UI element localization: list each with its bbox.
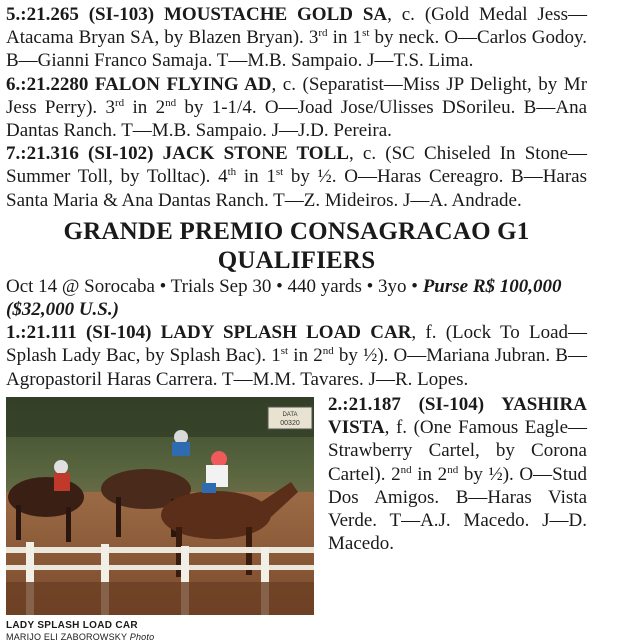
sup: nd (447, 463, 459, 476)
photo-credit-name: MARIJO ELI ZABOROWSKY (6, 632, 128, 642)
entry-finish: in 2 (124, 96, 166, 118)
result-entry-7: 7.:21.316 (SI-102) JACK STONE TOLL, c. (SC Chiseled In Stone—Summer Toll, by Tolltac). 4th in 1st by ½. O—Haras Cereagro. B—Haras Santa Maria & Ana Dantas Ranch. T—Z. Mideiros. J—A. Andrade. (6, 143, 588, 211)
entry-pedigree: (Lock To Load—Splash Lady Bac, by Splash Bac). 1 (6, 322, 588, 367)
entry-header: 1.:21.111 (SI-104) LADY SPLASH LOAD CAR (6, 322, 412, 344)
lower-section (6, 393, 587, 643)
result-entry-2: 2.:21.187 (SI-104) YASHIRA VISTA, f. (One Famous Eagle—Strawberry Cartel, by Corona Cartel). 2nd in 2nd by ½). O—Stud Dos Amigos. B—Haras Vista Verde. T—A.J. Macedo. J—D. Macedo. (328, 394, 588, 555)
entry-header: 6.:21.2280 FALON FLYING AD (6, 73, 272, 95)
result-entry-5: 5.:21.265 (SI-103) MOUSTACHE GOLD SA, c. (Gold Medal Jess—Atacama Bryan SA, by Blazen Bryan). 3rd in 1st by neck. O—Carlos Godoy. B—Gianni Franco Samaja. T—M.B. Sampaio. J—T.S. Lima. (6, 4, 588, 72)
entry-connections: by 1-1/4. O—Joad Jose/Ulisses DSorileu. B—Ana Dantas Ranch. T—M.B. Sampaio. J—J.D. Pereira. (6, 96, 587, 142)
foreground-dirt (6, 582, 314, 615)
entry-pedigree: (One Famous Eagle—Strawberry Cartel, by Corona Cartel). 2 (328, 417, 588, 485)
photo-caption: LADY SPLASH LOAD CAR (6, 620, 138, 631)
entry-finish: in 1 (327, 27, 363, 49)
race-title-line-2: QUALIFIERS (217, 246, 376, 274)
result-entry-1-header: 1.:21.111 (SI-104) LADY SPLASH LOAD CAR, f. (Lock To Load—Splash Lady Bac, by Splash Bac). 1st in 2nd by ½). O—Mariana Jubran. B—Agropastoril Haras Carrera. T—M.M. Tavares. J—R. Lopes. (6, 322, 588, 390)
entry-sex: f. (425, 322, 437, 344)
entry-finish: in 1 (236, 166, 276, 188)
photo-credit-suffix: Photo (129, 632, 155, 642)
sup: rd (318, 27, 328, 40)
entry-pedigree: (SC Chiseled In Stone—Summer Toll, by Tolltac). 4 (6, 143, 588, 188)
entry-sex: c. (282, 73, 296, 95)
entry-connections: by ½. O—Haras Cereagro. B—Haras Santa Maria & Ana Dantas Ranch. T—Z. Mideiros. J—A. Andrade. (6, 166, 587, 211)
sign-text-2: 00320 (280, 420, 300, 427)
entry-connections: by neck. O—Carlos Godoy. B—Gianni Franco Samaja. T—M.B. Sampaio. J—T.S. Lima. (6, 27, 588, 72)
race-photo (6, 397, 314, 615)
entry-sex: c. (362, 143, 377, 165)
entry-header: 2.:21.187 (SI-104) YASHIRA VISTA (328, 394, 587, 439)
result-entry-6: 6.:21.2280 FALON FLYING AD, c. (Separatist—Miss JP Delight, by Mr Jess Perry). 3rd in 2nd by 1-1/4. O—Joad Jose/Ulisses DSorileu. B—Ana Dantas Ranch. T—M.B. Sampaio. J—J.D. Pereira. (6, 73, 588, 142)
race-info-text: Oct 14 @ Sorocaba • Trials Sep 30 • 440 yards • 3yo • (6, 275, 418, 297)
photo-block (6, 397, 318, 643)
sup: rd (115, 96, 125, 109)
entry-sex: c. (401, 4, 415, 25)
sup: nd (165, 96, 177, 109)
race-purse: Purse R$ 100,000 ($32,000 U.S.) (6, 275, 562, 321)
photo-credit (6, 632, 318, 643)
race-info (6, 275, 587, 321)
entry-pedigree: (Separatist—Miss JP Delight, by Mr Jess Perry). 3 (6, 73, 588, 118)
sup: st (275, 166, 284, 179)
sup: nd (400, 463, 412, 476)
entry-sex: f. (395, 417, 408, 439)
race-title-line-1: GRANDE PREMIO CONSAGRACAO G1 (63, 217, 530, 245)
sup: st (280, 345, 289, 358)
entry-connections: by ½). O—Mariana Jubran. B—Agropastoril Haras Carrera. T—M.M. Tavares. J—R. Lopes. (6, 345, 587, 390)
sup: th (227, 166, 237, 179)
sup: st (362, 27, 370, 40)
entry-pedigree: (Gold Medal Jess—Atacama Bryan SA, by Blazen Bryan). 3 (6, 4, 588, 49)
entry-header: 5.:21.265 (SI-103) MOUSTACHE GOLD SA (6, 4, 388, 25)
sign-text-1: DATA (282, 412, 298, 418)
results-column (6, 3, 587, 391)
entry-header: 7.:21.316 (SI-102) JACK STONE TOLL (6, 143, 349, 165)
sup: nd (322, 345, 334, 358)
entry-connections: by ½). O—Stud Dos Amigos. B—Haras Vista Verde. T—A.J. Macedo. J—D. Macedo. (328, 463, 587, 555)
race-title (6, 212, 587, 275)
entry-finish: in 2 (411, 463, 448, 485)
entry-finish: in 2 (288, 345, 323, 367)
